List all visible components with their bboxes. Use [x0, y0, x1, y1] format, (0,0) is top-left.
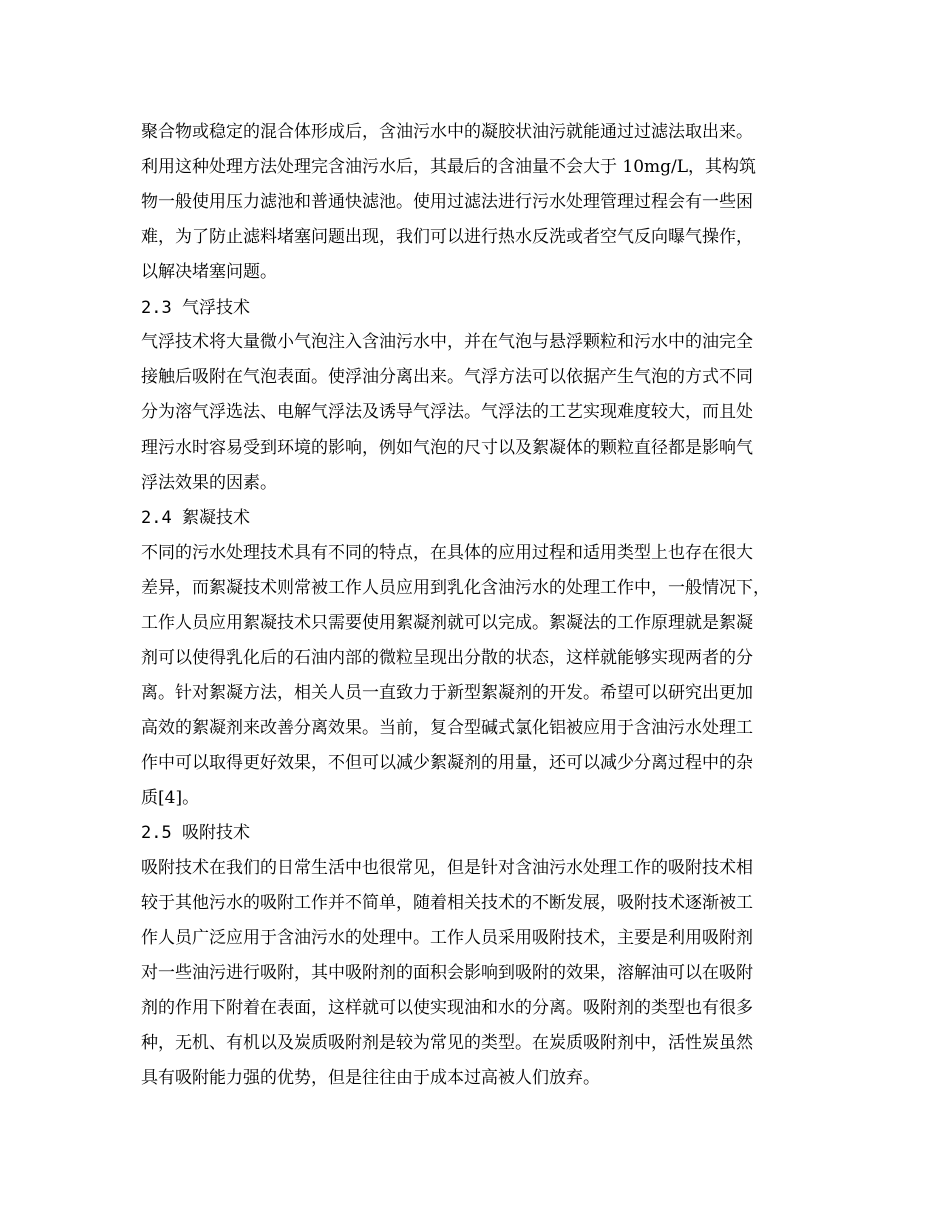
section-heading-2-3: 2.3 气浮技术: [141, 298, 250, 318]
paragraph-line: 浮法效果的因素。: [141, 473, 277, 493]
paragraph-line: 较于其他污水的吸附工作并不简单，随着相关技术的不断发展，吸附技术逐渐被工: [141, 893, 753, 913]
paragraph-line: 不同的污水处理技术具有不同的特点，在具体的应用过程和适用类型上也存在很大: [141, 543, 753, 563]
paragraph-line: 利用这种处理方法处理完含油污水后，其最后的含油量不会大于 10mg/L，其构筑: [141, 157, 757, 177]
paragraph-line: 质[4]。: [141, 788, 200, 808]
paragraph-line: 难，为了防止滤料堵塞问题出现，我们可以进行热水反洗或者空气反向曝气操作，: [141, 227, 753, 247]
paragraph-line: 作中可以取得更好效果，不但可以减少絮凝剂的用量，还可以减少分离过程中的杂: [141, 753, 753, 773]
paragraph-line: 聚合物或稳定的混合体形成后，含油污水中的凝胶状油污就能通过过滤法取出来。: [141, 122, 753, 142]
section-heading-2-5: 2.5 吸附技术: [141, 823, 250, 843]
paragraph-line: 理污水时容易受到环境的影响，例如气泡的尺寸以及絮凝体的颗粒直径都是影响气: [141, 438, 753, 458]
paragraph-line: 接触后吸附在气泡表面。使浮油分离出来。气浮方法可以依据产生气泡的方式不同: [141, 367, 753, 387]
paragraph-line: 差异，而絮凝技术则常被工作人员应用到乳化含油污水的处理工作中，一般情况下，: [141, 578, 770, 598]
section-heading-2-4: 2.4 絮凝技术: [141, 508, 250, 528]
paragraph-line: 具有吸附能力强的优势，但是往往由于成本过高被人们放弃。: [141, 1068, 600, 1088]
paragraph-line: 剂可以使得乳化后的石油内部的微粒呈现出分散的状态，这样就能够实现两者的分: [141, 648, 753, 668]
paragraph-line: 高效的絮凝剂来改善分离效果。当前，复合型碱式氯化铝被应用于含油污水处理工: [141, 718, 753, 738]
paragraph-line: 分为溶气浮选法、电解气浮法及诱导气浮法。气浮法的工艺实现难度较大，而且处: [141, 402, 753, 422]
paragraph-line: 物一般使用压力滤池和普通快滤池。使用过滤法进行污水处理管理过程会有一些困: [141, 192, 753, 212]
paragraph-line: 对一些油污进行吸附，其中吸附剂的面积会影响到吸附的效果，溶解油可以在吸附: [141, 963, 753, 983]
paragraph-line: 剂的作用下附着在表面，这样就可以使实现油和水的分离。吸附剂的类型也有很多: [141, 998, 753, 1018]
paragraph-line: 工作人员应用絮凝技术只需要使用絮凝剂就可以完成。絮凝法的工作原理就是絮凝: [141, 613, 753, 633]
paragraph-line: 吸附技术在我们的日常生活中也很常见，但是针对含油污水处理工作的吸附技术相: [141, 858, 753, 878]
paragraph-line: 离。针对絮凝方法，相关人员一直致力于新型絮凝剂的开发。希望可以研究出更加: [141, 683, 753, 703]
paragraph-line: 气浮技术将大量微小气泡注入含油污水中，并在气泡与悬浮颗粒和污水中的油完全: [141, 332, 753, 352]
paragraph-line: 种，无机、有机以及炭质吸附剂是较为常见的类型。在炭质吸附剂中，活性炭虽然: [141, 1033, 753, 1053]
paragraph-line: 以解决堵塞问题。: [141, 262, 277, 282]
paragraph-line: 作人员广泛应用于含油污水的处理中。工作人员采用吸附技术，主要是利用吸附剂: [141, 928, 753, 948]
